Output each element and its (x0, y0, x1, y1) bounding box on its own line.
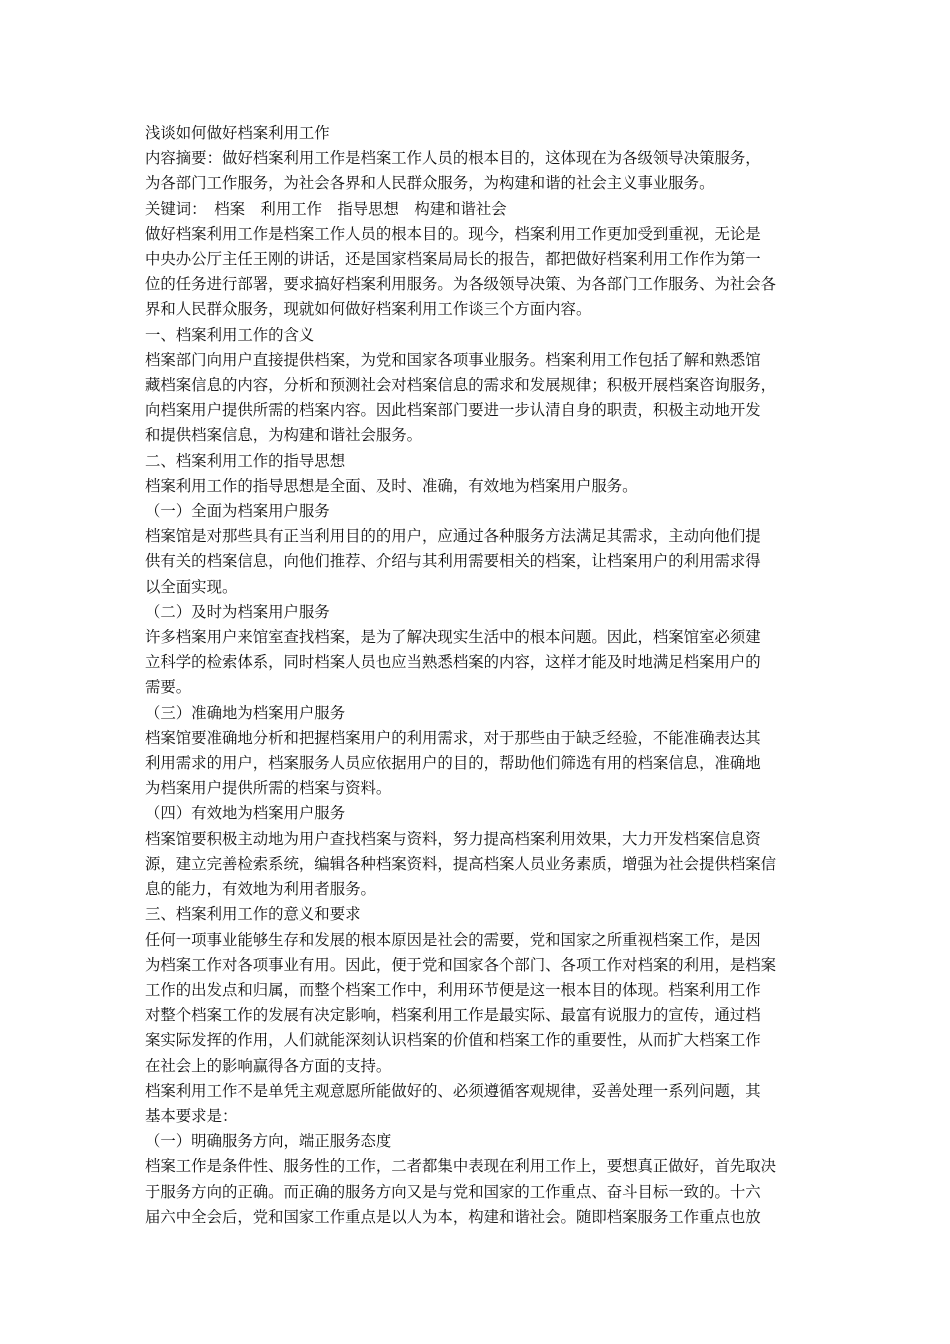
section-heading: 一、档案利用工作的含义 (145, 325, 315, 344)
body-line: 做好档案利用工作是档案工作人员的根本目的。现今，档案利用工作更加受到重视，无论是 (145, 224, 761, 243)
body-line: 工作的出发点和归属，而整个档案工作中，利用环节便是这一根本目的体现。档案利用工作 (145, 980, 761, 999)
body-line: 为档案工作对各项事业有用。因此，便于党和国家各个部门、各项工作对档案的利用，是档案 (145, 955, 777, 974)
body-line: 基本要求是： (145, 1106, 238, 1125)
body-line: 许多档案用户来馆室查找档案，是为了解决现实生活中的根本问题。因此，档案馆室必须建 (145, 628, 761, 647)
body-line: 在社会上的影响赢得各方面的支持。 (145, 1056, 392, 1075)
abstract-line: 内容摘要：做好档案利用工作是档案工作人员的根本目的，这体现在为各级领导决策服务， (145, 149, 761, 168)
body-line: 利用需求的用户，档案服务人员应依据用户的目的，帮助他们筛选有用的档案信息，准确地 (145, 754, 761, 773)
document-title: 浅谈如何做好档案利用工作 (145, 124, 330, 142)
body-line: 供有关的档案信息，向他们推荐、介绍与其利用需要相关的档案，让档案用户的利用需求得 (145, 552, 761, 571)
section-heading: 二、档案利用工作的指导思想 (145, 451, 346, 470)
body-line: 和提供档案信息，为构建和谐社会服务。 (145, 426, 423, 445)
body-line: 向档案用户提供所需的档案内容。因此档案部门要进一步认清自身的职责，积极主动地开发 (145, 401, 761, 420)
subsection-heading: （二）及时为档案用户服务 (145, 602, 330, 621)
body-line: 案实际发挥的作用，人们就能深刻认识档案的价值和档案工作的重要性，从而扩大档案工作 (145, 1031, 761, 1050)
body-line: 任何一项事业能够生存和发展的根本原因是社会的需要，党和国家之所重视档案工作，是因 (145, 930, 761, 949)
subsection-heading: （一）明确服务方向，端正服务态度 (145, 1132, 392, 1151)
abstract-line: 为各部门工作服务，为社会各界和人民群众服务，为构建和谐的社会主义事业服务。 (145, 174, 715, 193)
body-line: 档案馆要准确地分析和把握档案用户的利用需求，对于那些由于缺乏经验，不能准确表达其 (145, 728, 761, 747)
subsection-heading: （一）全面为档案用户服务 (145, 502, 330, 521)
body-line: 中央办公厅主任王刚的讲话，还是国家档案局局长的报告，都把做好档案利用工作作为第一 (145, 250, 761, 269)
body-line: 息的能力，有效地为利用者服务。 (145, 880, 376, 899)
body-line: 档案部门向用户直接提供档案，为党和国家各项事业服务。档案利用工作包括了解和熟悉馆 (145, 350, 761, 369)
body-line: 位的任务进行部署，要求搞好档案利用服务。为各级领导决策、为各部门工作服务、为社会各 (145, 275, 777, 294)
subsection-heading: （三）准确地为档案用户服务 (145, 703, 346, 722)
body-line: 对整个档案工作的发展有决定影响，档案利用工作是最实际、最富有说服力的宣传，通过档 (145, 1006, 761, 1025)
body-line: 于服务方向的正确。而正确的服务方向又是与党和国家的工作重点、奋斗目标一致的。十六 (145, 1182, 761, 1201)
document-page (145, 121, 817, 1230)
body-line: 档案工作是条件性、服务性的工作，二者都集中表现在利用工作上，要想真正做好，首先取决 (145, 1157, 777, 1176)
body-line: 源，建立完善检索系统，编辑各种档案资料，提高档案人员业务素质，增强为社会提供档案信 (145, 854, 777, 873)
body-line: 届六中全会后，党和国家工作重点是以人为本，构建和谐社会。随即档案服务工作重点也放 (145, 1207, 761, 1226)
subsection-heading: （四）有效地为档案用户服务 (145, 804, 346, 823)
section-heading: 三、档案利用工作的意义和要求 (145, 905, 361, 924)
body-line: 档案馆是对那些具有正当利用目的的用户，应通过各种服务方法满足其需求，主动向他们提 (145, 527, 761, 546)
body-line: 藏档案信息的内容，分析和预测社会对档案信息的需求和发展规律；积极开展档案咨询服务， (145, 376, 777, 395)
body-line: 档案利用工作不是单凭主观意愿所能做好的、必须遵循客观规律，妥善处理一系列问题，其 (145, 1081, 761, 1100)
body-line: 界和人民群众服务，现就如何做好档案利用工作谈三个方面内容。 (145, 300, 592, 319)
body-line: 为档案用户提供所需的档案与资料。 (145, 779, 392, 798)
body-line: 需要。 (145, 678, 192, 697)
keywords-line: 关键词： 档案 利用工作 指导思想 构建和谐社会 (145, 199, 507, 218)
body-line: 以全面实现。 (145, 577, 238, 596)
body-line: 档案利用工作的指导思想是全面、及时、准确，有效地为档案用户服务。 (145, 476, 638, 495)
body-line: 立科学的检索体系，同时档案人员也应当熟悉档案的内容，这样才能及时地满足档案用户的 (145, 653, 761, 672)
body-line: 档案馆要积极主动地为用户查找档案与资料，努力提高档案利用效果，大力开发档案信息资 (145, 829, 761, 848)
